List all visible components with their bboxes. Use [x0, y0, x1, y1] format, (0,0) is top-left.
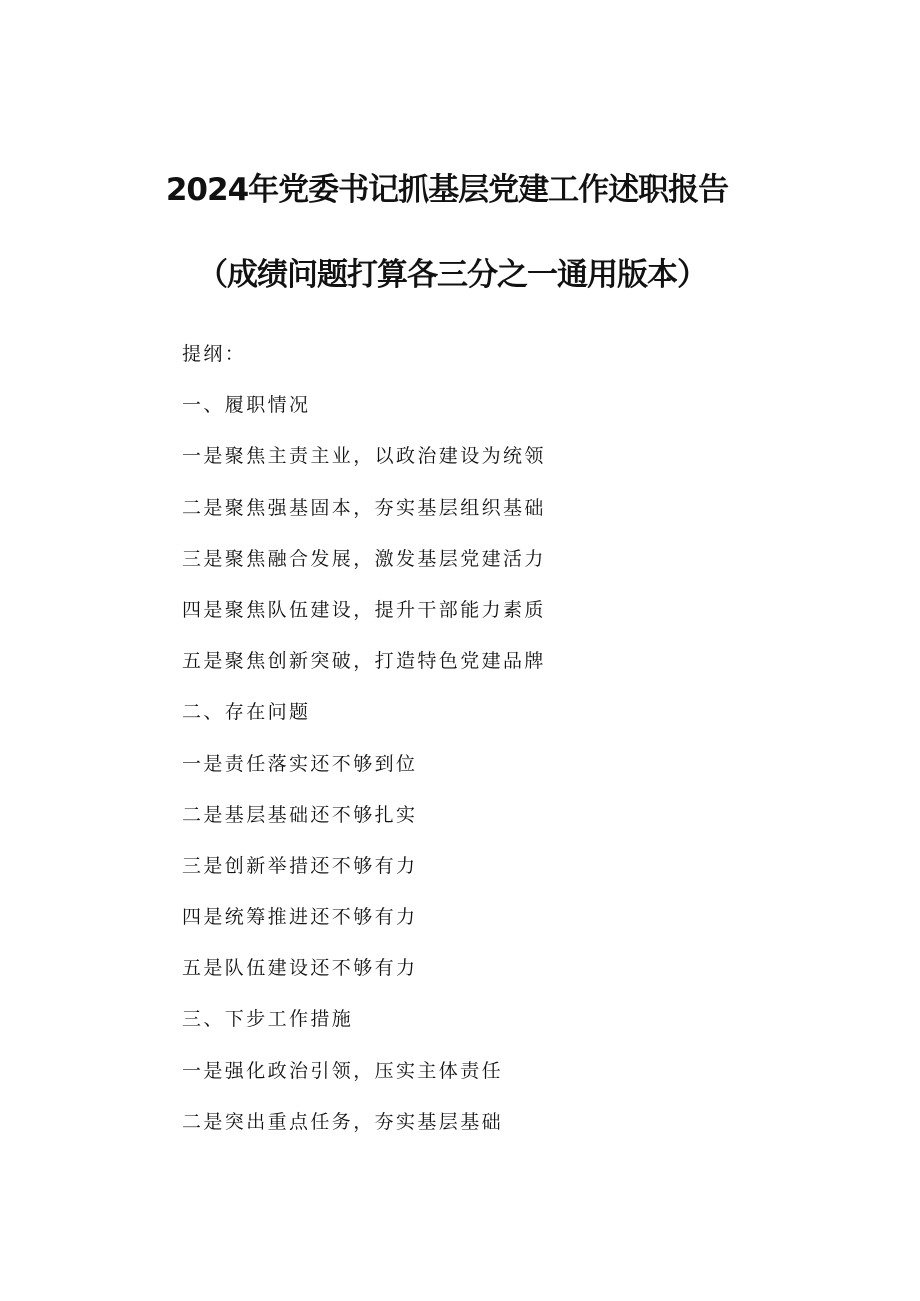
outline-item: 四是统筹推进还不够有力: [182, 906, 418, 929]
outline-label: 提纲：: [182, 343, 247, 365]
outline: [182, 339, 842, 1158]
outline-item: 二是突出重点任务，夯实基层基础: [182, 1110, 504, 1133]
section-heading: 三、下步工作措施: [182, 1008, 354, 1031]
document-title: 2024年党委书记抓基层党建工作述职报告: [165, 172, 729, 208]
outline-item: 三是创新举措还不够有力: [182, 854, 418, 877]
outline-item: 五是队伍建设还不够有力: [182, 957, 418, 980]
outline-item: 四是聚焦队伍建设，提升干部能力素质: [182, 598, 546, 621]
document-subtitle: （成绩问题打算各三分之一通用版本）: [197, 257, 707, 293]
outline-item: 三是聚焦融合发展，激发基层党建活力: [182, 547, 546, 570]
outline-item: 一是聚焦主责主业，以政治建设为统领: [182, 445, 546, 468]
section-heading: 一、履职情况: [182, 394, 311, 417]
outline-item: 二是聚焦强基固本，夯实基层组织基础: [182, 496, 546, 519]
outline-item: 一是强化政治引领，压实主体责任: [182, 1059, 504, 1082]
section-heading: 二、存在问题: [182, 701, 311, 724]
outline-item: 一是责任落实还不够到位: [182, 752, 418, 775]
outline-item: 五是聚焦创新突破，打造特色党建品牌: [182, 650, 546, 673]
outline-item: 二是基层基础还不够扎实: [182, 803, 418, 826]
